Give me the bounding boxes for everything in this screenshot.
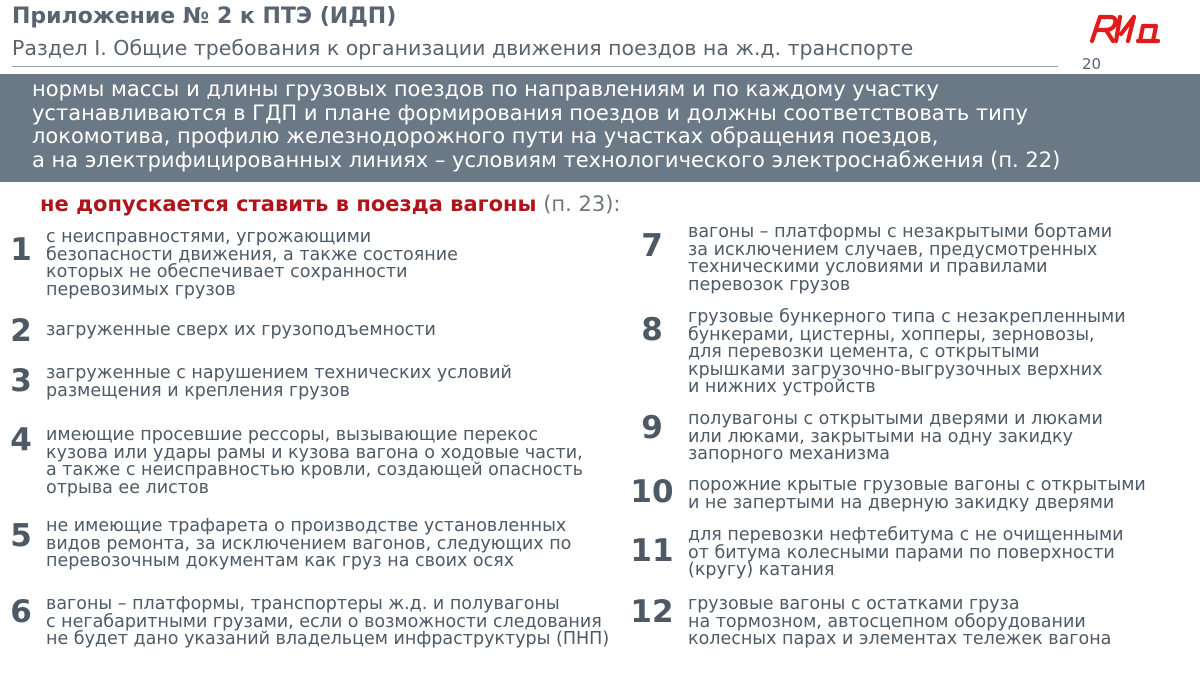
banner-line: локомотива, профилю железнодорожного пути на участках обращения поездов, — [32, 124, 939, 148]
item-line: не будет дано указаний владельцем инфраструктуры (ПНП) — [46, 629, 610, 649]
item-line: от битума колесными парами по поверхности — [688, 542, 1115, 563]
item-line: грузовые вагоны с остатками груза — [688, 594, 1020, 614]
page-title: Приложение № 2 к ПТЭ (ИДП) — [12, 4, 397, 29]
item-line: безопасности движения, а также состояние — [46, 244, 458, 265]
item-number: 8 — [641, 312, 663, 348]
item-number: 1 — [10, 232, 32, 268]
banner-line: а на электрифицированных линиях – условиям технологического электроснабжения (п. 22) — [32, 147, 1061, 172]
item-line: техническими условиями и правилами — [688, 257, 1048, 277]
item-number: 5 — [10, 518, 32, 554]
item-line: имеющие просевшие рессоры, вызывающие перекос — [46, 425, 538, 445]
item-line: загруженные сверх их грузоподъемности — [46, 320, 436, 340]
list-intro — [40, 192, 620, 216]
list-item — [688, 411, 1103, 464]
list-item — [688, 527, 1124, 580]
item-line: (кругу) катания — [688, 560, 835, 580]
item-number: 10 — [630, 474, 674, 510]
item-number: 6 — [10, 594, 32, 630]
item-line: видов ремонта, за исключением вагонов, следующих по — [46, 533, 572, 554]
item-line: запорного механизма — [688, 444, 890, 464]
item-line: вагоны – платформы с незакрытыми бортами — [688, 222, 1113, 242]
list-item — [46, 596, 609, 649]
item-line: и нижних устройств — [688, 377, 876, 397]
item-line: вагоны – платформы, транспортеры ж.д. и полувагоны — [46, 594, 560, 614]
item-line: на тормозном, автосцепном оборудовании — [688, 611, 1086, 632]
item-line: колесных парах и элементах тележек вагона — [688, 629, 1112, 649]
item-number: 3 — [10, 363, 32, 399]
item-line: не имеющие трафарета о производстве установленных — [46, 516, 567, 536]
intro-reference: (п. 23): — [543, 192, 621, 216]
item-number: 12 — [630, 594, 674, 630]
item-number: 9 — [641, 410, 663, 446]
item-line: грузовые бункерного типа с незакрепленными — [688, 307, 1126, 327]
item-line: бункерами, цистерны, хопперы, зерновозы, — [688, 324, 1095, 345]
item-line: с негабаритными грузами, если о возможности следования — [46, 611, 602, 632]
banner-line: нормы массы и длины грузовых поездов по направлениям и по каждому участку — [32, 77, 939, 101]
item-line: крышками загрузочно-выгрузочных верхних — [688, 359, 1103, 380]
item-number: 4 — [10, 422, 32, 458]
item-line: или люками, закрытыми на одну закидку — [688, 426, 1073, 447]
item-line: размещения и крепления грузов — [46, 380, 350, 401]
list-item — [688, 596, 1111, 649]
item-number: 11 — [630, 533, 674, 569]
header-divider — [12, 66, 1058, 67]
intro-emphasis: не допускается ставить в поезда вагоны — [40, 192, 537, 216]
item-number: 2 — [10, 313, 32, 349]
list-item — [688, 309, 1126, 397]
list-item — [688, 477, 1146, 512]
item-line: и не запертыми на дверную закидку дверями — [688, 492, 1115, 513]
item-line: которых не обеспечивает сохранности — [46, 262, 408, 282]
item-line: перевозимых грузов — [46, 279, 236, 300]
list-item — [46, 229, 458, 299]
item-line: кузова или удары рамы и кузова вагона о ходовые части, — [46, 442, 583, 463]
item-line: для перевозки нефтебитума с не очищенными — [688, 525, 1124, 545]
item-line: полувагоны с открытыми дверями и люками — [688, 409, 1103, 429]
item-line: с неисправностями, угрожающими — [46, 227, 372, 247]
item-line: отрыва ее листов — [46, 477, 209, 498]
item-line: а также с неисправностью кровли, создающей опасность — [46, 460, 583, 480]
item-line: для перевозки цемента, с открытыми — [688, 342, 1040, 362]
item-line: перевозочным документам как груз на своих осях — [46, 551, 515, 571]
item-line: загруженные с нарушением технических условий — [46, 363, 512, 383]
rzd-logo — [1086, 12, 1162, 44]
item-line: порожние крытые грузовые вагоны с открытыми — [688, 475, 1146, 495]
list-item — [688, 224, 1112, 294]
list-item — [46, 322, 436, 340]
page-number: 20 — [1082, 55, 1102, 73]
section-subtitle: Раздел I. Общие требования к организации движения поездов на ж.д. транспорте — [12, 36, 914, 60]
item-line: перевозок грузов — [688, 274, 851, 295]
item-number: 7 — [641, 228, 663, 264]
list-item — [46, 518, 571, 571]
list-item — [46, 365, 512, 400]
item-line: за исключением случаев, предусмотренных — [688, 239, 1098, 260]
list-item — [46, 427, 583, 497]
banner-line: устанавливаются в ГДП и плане формирования поездов и должны соответствовать типу — [32, 100, 1028, 125]
summary-banner — [0, 74, 1200, 182]
